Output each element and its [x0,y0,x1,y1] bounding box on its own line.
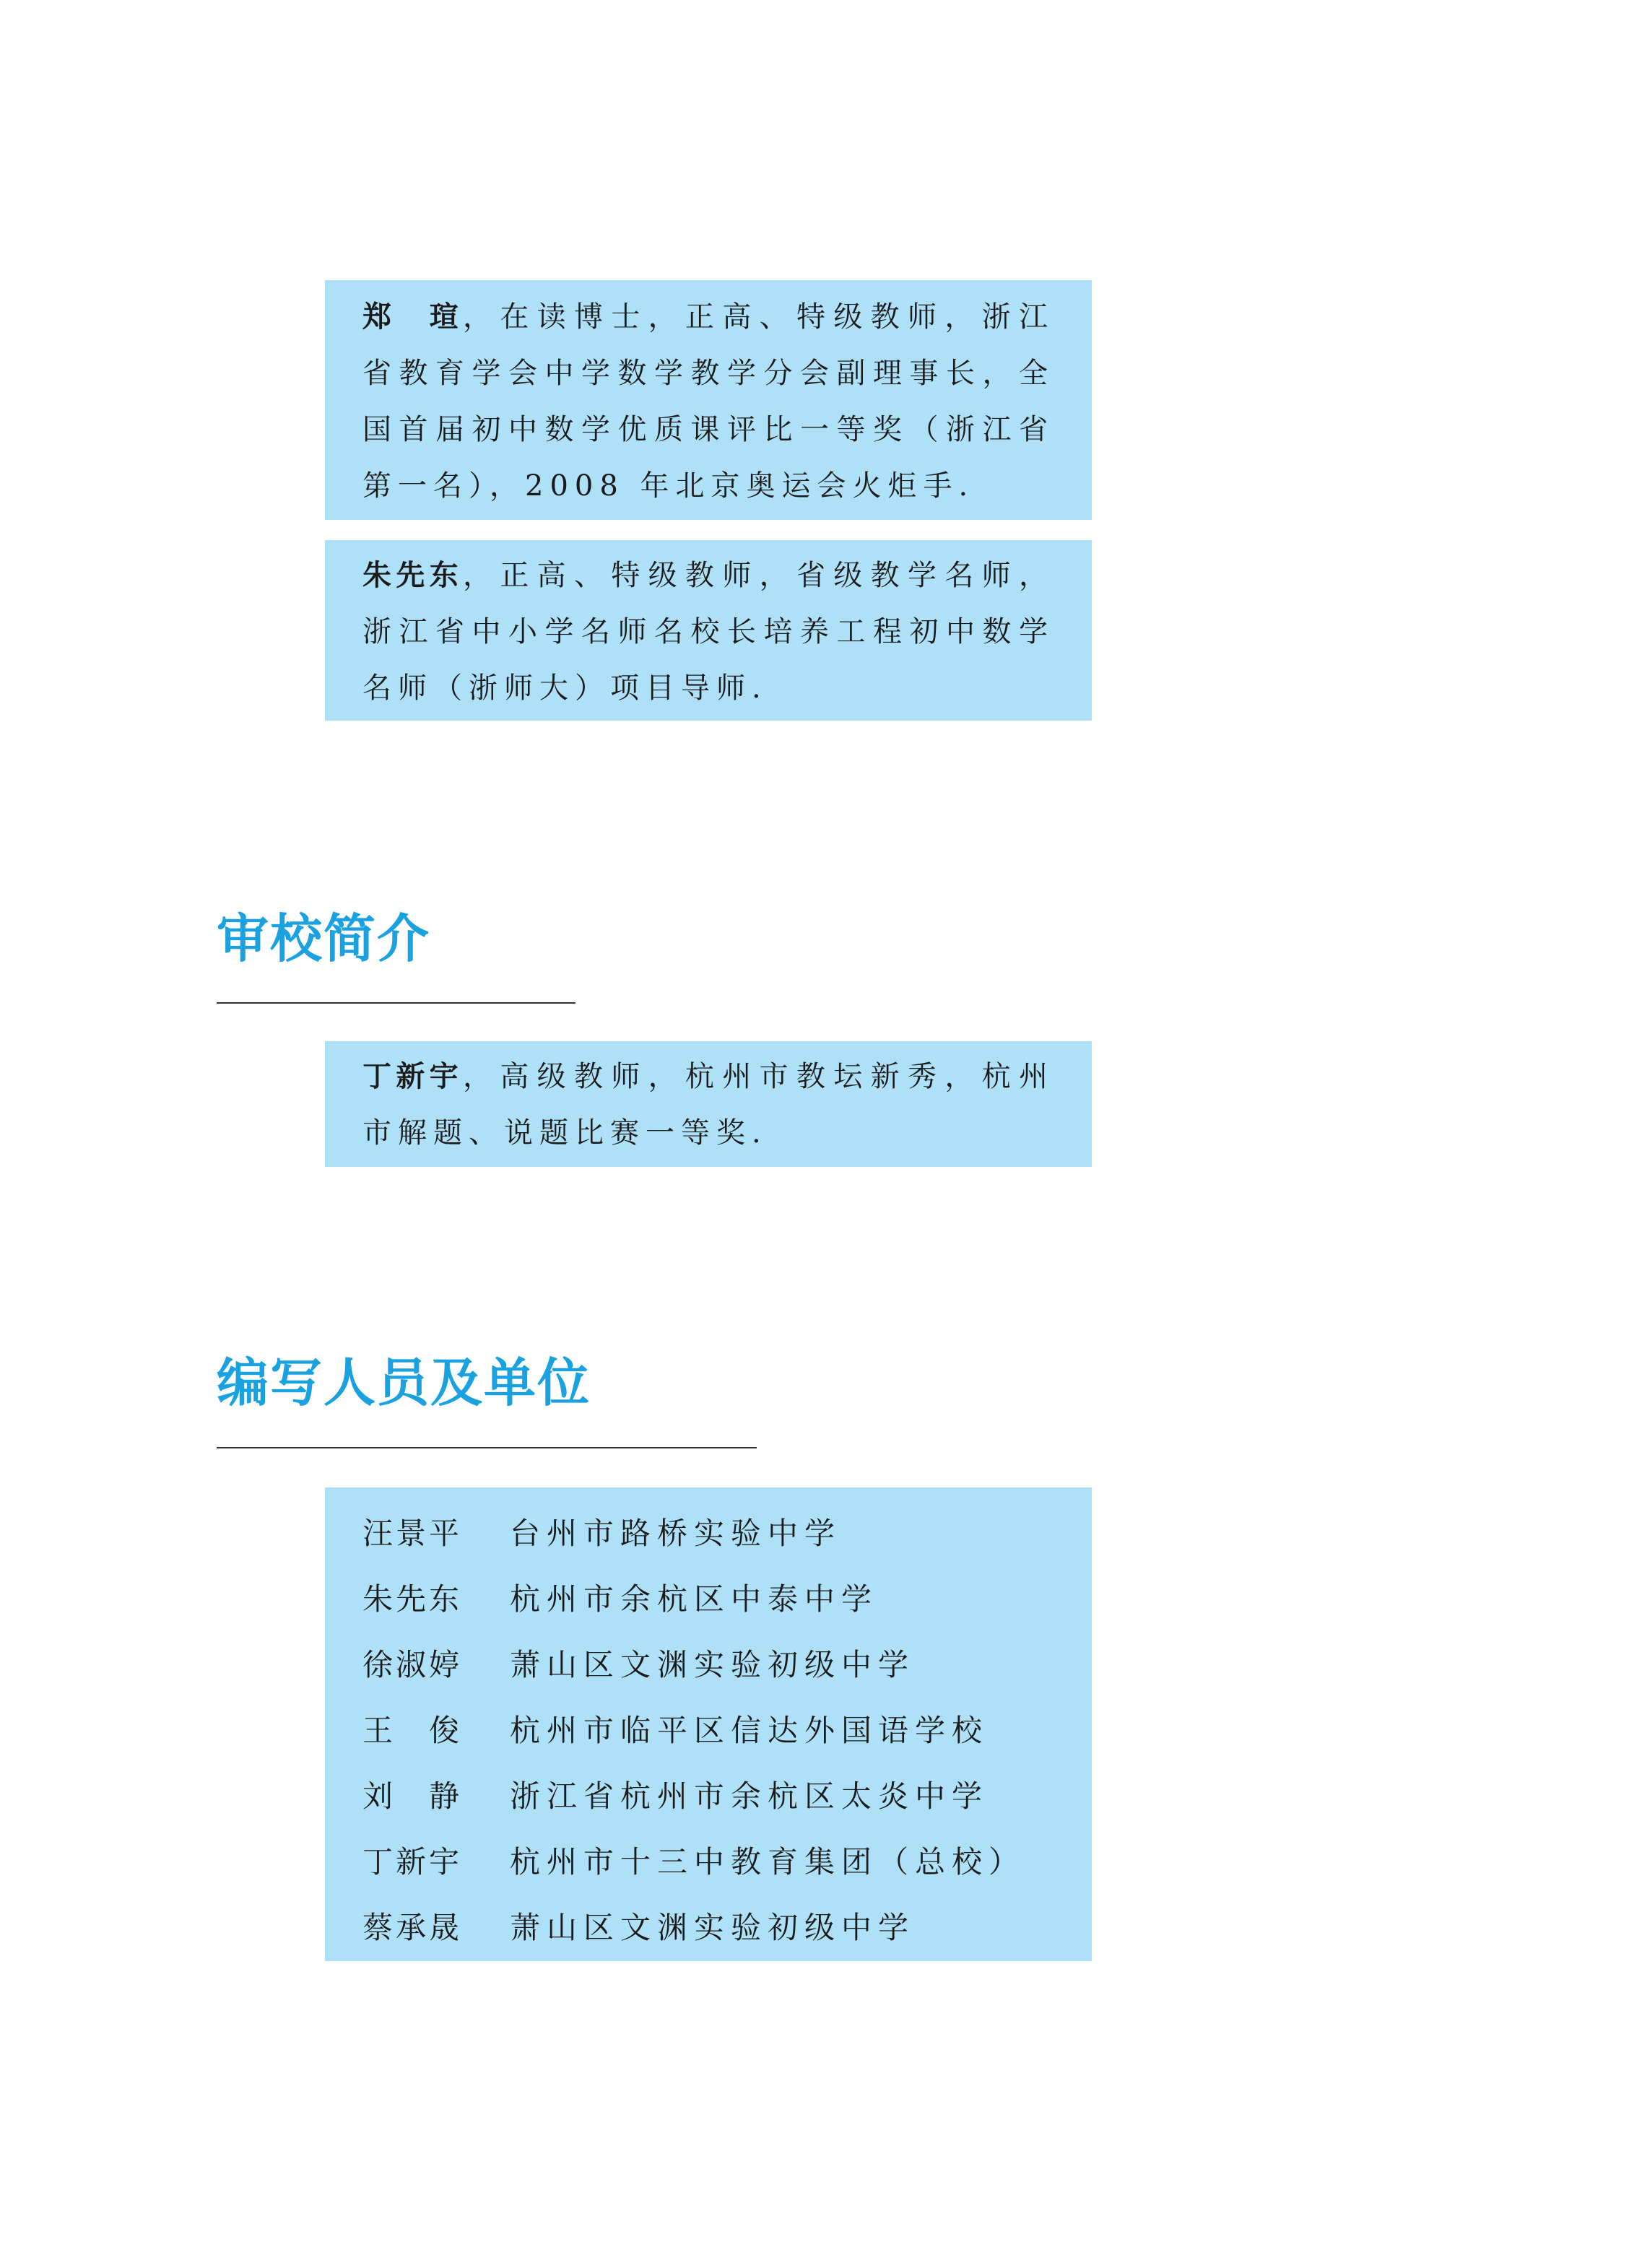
staff-section-title: 编写人员及单位 [217,1352,591,1413]
staff-unit: 台州市路桥实验中学 [510,1516,842,1551]
author-description: ，正高、特级教师，省级教学名师，浙江省中小学名师名校长培养工程初中数学名师（浙师大）项目导师. [362,559,1054,705]
staff-row [362,1632,1025,1698]
staff-name: 刘 静 [362,1778,463,1814]
staff-row [362,1763,1025,1829]
staff-list-box [325,1487,1092,1961]
staff-name: 丁新宇 [362,1844,463,1880]
review-section-title: 审校简介 [217,908,431,969]
author-bio-box-zhu [325,540,1092,721]
staff-row [362,1895,1025,1960]
staff-unit: 萧山区文渊实验初级中学 [510,1647,916,1682]
author-description: ，在读博士，正高、特级教师，浙江省教育学会中学数学教学分会副理事长，全国首届初中数学优质课评比一等奖（浙江省第一名），2008 年北京奥运会火炬手. [362,300,1054,503]
staff-unit: 杭州市余杭区中泰中学 [510,1581,879,1617]
author-name: 郑 瑄 [362,300,463,334]
staff-row [362,1566,1025,1632]
staff-section-rule [217,1447,757,1448]
staff-name: 汪景平 [362,1516,463,1551]
staff-unit: 杭州市十三中教育集团（总校） [510,1844,1026,1880]
staff-row [362,1500,1025,1566]
staff-name: 王 俊 [362,1713,463,1748]
author-bio-text [362,547,1054,716]
review-section-rule [217,1002,575,1004]
staff-name: 朱先东 [362,1581,463,1617]
reviewer-bio-box [325,1041,1092,1167]
staff-unit: 萧山区文渊实验初级中学 [510,1910,916,1945]
staff-row [362,1829,1025,1895]
reviewer-name: 丁新宇 [362,1060,463,1093]
author-bio-text [362,289,1054,514]
reviewer-bio-text [362,1048,1054,1161]
staff-row [362,1698,1025,1763]
staff-unit: 浙江省杭州市余杭区太炎中学 [510,1778,989,1814]
staff-list [362,1500,1025,1960]
staff-name: 徐淑婷 [362,1647,463,1682]
staff-unit: 杭州市临平区信达外国语学校 [510,1713,989,1748]
reviewer-description: ，高级教师，杭州市教坛新秀，杭州市解题、说题比赛一等奖. [362,1060,1054,1150]
author-name: 朱先东 [362,559,463,592]
author-bio-box-zheng [325,280,1092,520]
staff-name: 蔡承晟 [362,1910,463,1945]
